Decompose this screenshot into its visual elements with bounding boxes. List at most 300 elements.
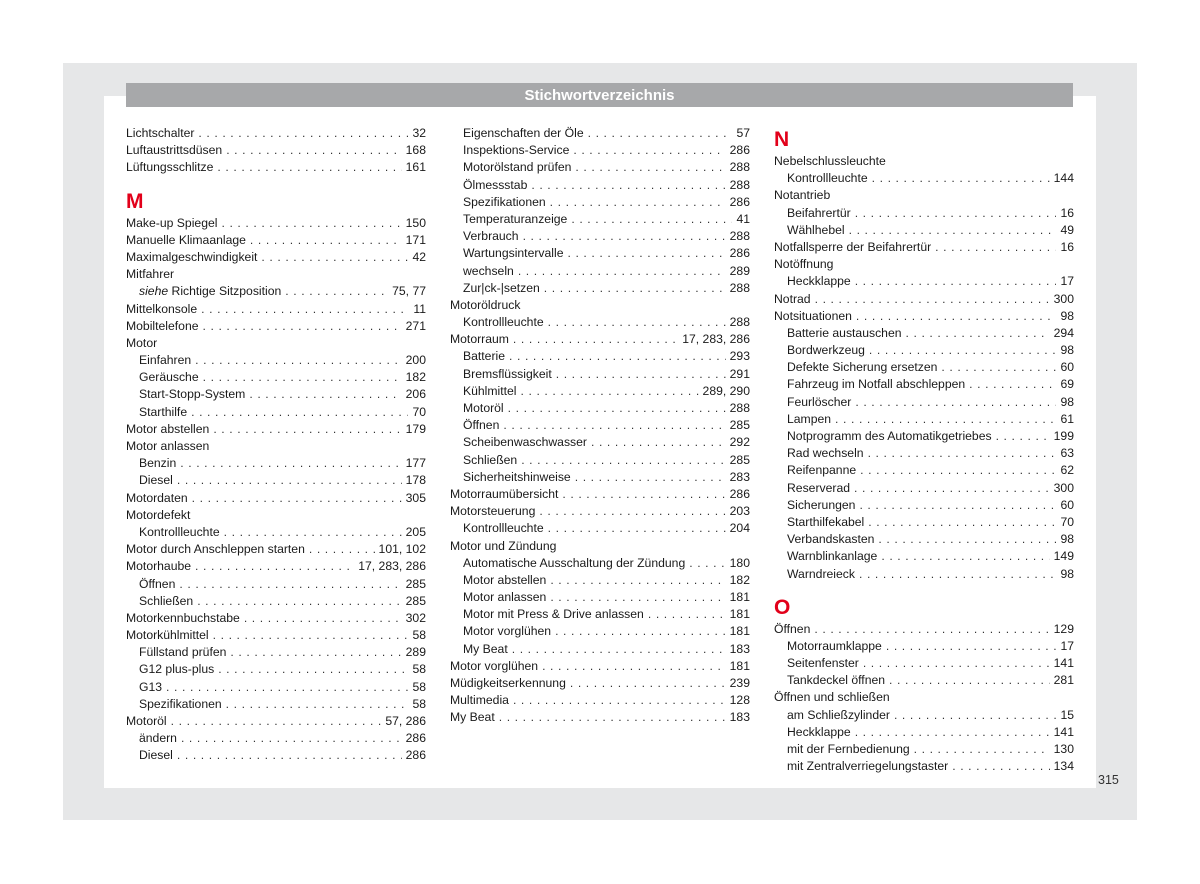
entry-label: Motorraumübersicht [450,486,559,501]
page-reference: 98 [1060,566,1074,581]
dot-leader [521,452,725,469]
entry-text [787,222,849,239]
dot-leader [969,376,1056,393]
page-reference: 183 [729,710,750,725]
page-reference: 199 [1053,429,1074,443]
dot-leader [513,692,726,709]
entry-text [139,679,166,696]
entry-text [787,394,855,411]
page-reference: 168 [405,143,426,158]
entry-label: Notöffnung [774,257,834,272]
entry-text [787,325,906,342]
dot-leader [539,503,725,520]
page-reference: 292 [729,435,750,450]
index-entry [450,709,750,726]
index-subentry [126,696,426,713]
entry-text [787,445,868,462]
entry-text [126,610,244,627]
entry-label: mit der Fernbedienung [787,742,910,756]
entry-text [463,417,503,434]
entry-label: Mitfahrer [126,267,175,282]
page-reference: 286 [729,486,750,501]
index-subentry [774,376,1074,393]
index-subentry [450,434,750,451]
index-subentry [126,386,426,403]
entry-text [787,359,941,376]
entry-label: Diesel [139,473,173,488]
index-subentry [774,222,1074,239]
entry-label: Motor durch Anschleppen starten [126,542,305,557]
index-entry [450,486,750,503]
entry-label: Müdigkeitserkennung [450,676,566,690]
index-entry [774,187,1074,204]
letter-heading: M [126,189,144,213]
entry-label: Multimedia [450,693,509,708]
index-entry [774,239,1074,256]
dot-leader [213,421,401,438]
entry-text [787,497,859,514]
dot-leader [860,462,1056,479]
dot-leader [872,170,1050,187]
entry-text [139,369,203,386]
dot-leader [513,331,678,348]
entry-label: Sicherungen [787,497,856,512]
entry-text [139,644,230,661]
entry-text [774,689,894,706]
entry-label: Motor anlassen [126,439,210,453]
dot-leader [309,541,375,558]
index-entry [450,331,750,348]
dot-leader [941,359,1056,376]
page-reference: 62 [1060,463,1074,478]
index-subentry [774,531,1074,548]
entry-text [774,308,856,325]
dot-leader [499,709,726,726]
see-reference-prefix: siehe [139,284,169,299]
entry-text [463,228,523,245]
index-subentry [450,520,750,537]
dot-leader [868,445,1057,462]
entry-label: Defekte Sicherung ersetzen [787,360,938,375]
entry-label: Öffnen [139,576,176,591]
dot-leader [570,675,726,692]
page-reference: 288 [729,229,750,244]
dot-leader [855,205,1057,222]
index-subentry [774,566,1074,583]
page-reference: 149 [1053,549,1074,564]
dot-leader [562,486,725,503]
dot-leader [878,531,1056,548]
entry-text [450,503,539,520]
entry-text [126,266,178,283]
page-reference: 128 [729,693,750,708]
dot-leader [177,747,402,764]
page-reference: 289, 290 [702,383,750,398]
index-subentry [126,404,426,421]
entry-label: Ölmessstab [463,177,528,192]
entry-label: Spezifikationen [463,194,546,209]
entry-text [463,194,550,211]
entry-label: Motor anlassen [463,590,547,605]
dot-leader [213,627,409,644]
entry-label: Mittelkonsole [126,301,198,316]
dot-leader [855,273,1057,290]
page-reference: 178 [405,473,426,488]
index-subentry [774,428,1074,445]
entry-label: Manuelle Klimaanlage [126,232,246,247]
entry-label: Heckklappe [787,724,851,739]
index-subentry [450,280,750,297]
entry-text [126,142,226,159]
index-subentry [774,480,1074,497]
index-entry [774,621,1074,638]
dot-leader [855,394,1056,411]
page-reference: 58 [412,679,426,694]
page-reference: 70 [412,404,426,419]
page-reference: 285 [405,576,426,591]
index-subentry [126,455,426,472]
entry-label: Öffnen und schließen [774,690,890,705]
index-entry [450,675,750,692]
dot-leader [835,411,1056,428]
entry-text [139,352,195,369]
entry-text [463,125,588,142]
page-reference: 302 [405,610,426,625]
entry-text [139,455,180,472]
entry-text [787,707,894,724]
entry-text [787,531,878,548]
entry-label: Motoröldruck [450,297,521,312]
dot-leader [859,566,1056,583]
entry-text [126,541,309,558]
entry-label: Start-Stopp-System [139,387,246,402]
index-entry [450,658,750,675]
index-subentry [450,606,750,623]
index-subentry [450,348,750,365]
dot-leader [230,644,401,661]
index-subentry [450,555,750,572]
dot-leader [868,514,1056,531]
index-entry [126,541,426,558]
page-reference: 17 [1060,274,1074,289]
index-subentry [450,641,750,658]
entry-label: Kontrollleuchte [787,171,868,186]
index-entry [450,297,750,314]
entry-text [139,576,179,593]
entry-label: Eigenschaften der Öle [463,126,584,140]
page-reference: 144 [1053,171,1074,186]
entry-label: Motor vorglühen [450,658,539,673]
entry-text [139,386,249,403]
entry-text [450,538,560,555]
entry-text [450,675,570,692]
entry-label: Motorraumklappe [787,638,882,653]
page-reference: 98 [1060,308,1074,323]
entry-text [463,245,567,262]
page-reference: 183 [729,641,750,656]
entry-label: Batterie austauschen [787,325,902,340]
entry-text [126,507,194,524]
entry-text [463,589,550,606]
dot-leader [996,428,1050,445]
page-reference: 63 [1060,446,1074,461]
index-subentry [450,589,750,606]
entry-label: Nebelschlussleuchte [774,154,886,168]
entry-text [139,730,181,747]
entry-label: Reifenpanne [787,463,857,478]
page-reference: 49 [1060,222,1074,237]
index-subentry [774,273,1074,290]
entry-text [463,572,550,589]
index-entry [774,256,1074,273]
entry-text [463,452,521,469]
index-subentry [126,661,426,678]
entry-label: Einfahren [139,353,192,368]
index-entry [774,153,1074,170]
page-reference: 42 [412,249,426,264]
entry-text [139,283,285,300]
entry-label: Feurlöscher [787,394,852,409]
entry-label: Kühlmittel [463,383,517,398]
entry-label: My Beat [450,710,495,725]
entry-text [126,490,192,507]
entry-label: Lüftungsschlitze [126,160,214,175]
index-subentry [774,638,1074,655]
entry-text [787,655,863,672]
entry-text [787,638,886,655]
dot-leader [881,548,1049,565]
index-subentry [126,644,426,661]
entry-label: Füllstand prüfen [139,645,227,660]
dot-leader [192,490,402,507]
index-subentry [774,655,1074,672]
page-reference: 181 [729,590,750,605]
entry-text [463,641,512,658]
dot-leader [550,572,725,589]
entry-label: Heckklappe [787,274,851,289]
entry-label: Motor vorglühen [463,624,552,639]
page-reference: 16 [1060,239,1074,254]
dot-leader [542,658,726,675]
page-reference: 58 [412,628,426,643]
index-entry [450,692,750,709]
entry-label: Motordefekt [126,507,191,522]
index-subentry [774,548,1074,565]
entry-label: Motoröl [463,401,504,415]
dot-leader [195,558,354,575]
dot-leader [509,348,726,365]
entry-text [463,469,575,486]
dot-leader [226,696,409,713]
page-reference: 181 [729,658,750,673]
entry-label: Mobiltelefone [126,318,199,333]
page-reference: 291 [729,366,750,381]
index-entry [774,308,1074,325]
index-subentry [774,445,1074,462]
dot-leader [250,232,402,249]
index-subentry [450,452,750,469]
dot-leader [548,520,726,537]
entry-label: Warndreieck [787,566,855,581]
page-reference: 285 [729,418,750,433]
index-entry [126,266,426,283]
index-subentry [126,352,426,369]
entry-text [787,514,868,531]
index-entry [126,232,426,249]
entry-label: Batterie [463,349,506,364]
page-reference: 141 [1053,656,1074,671]
page-reference: 203 [729,504,750,519]
entry-text [463,177,531,194]
index-subentry [774,462,1074,479]
dot-leader [195,352,401,369]
dot-leader [531,177,725,194]
entry-label: Motor [126,335,158,350]
index-subentry [450,159,750,176]
dot-leader [198,125,408,142]
entry-text [463,555,689,572]
page-reference: 300 [1053,480,1074,495]
entry-text [139,593,197,610]
dot-leader [856,308,1057,325]
entry-text [463,623,555,640]
entry-label: Diesel [139,748,173,763]
entry-text [787,724,855,741]
index-entry [774,689,1074,706]
index-subentry [450,314,750,331]
dot-leader [180,455,401,472]
page-reference: 130 [1053,742,1074,756]
dot-leader [859,497,1056,514]
entry-label: Inspektions-Service [463,143,570,158]
dot-leader [575,469,726,486]
entry-label: mit Zentralverriegelungstaster [787,759,949,774]
dot-leader [591,434,726,451]
entry-text [139,747,177,764]
entry-label: Warnblinkanlage [787,549,878,564]
dot-leader [550,589,725,606]
page-reference: 61 [1060,411,1074,426]
entry-text [463,142,573,159]
dot-leader [177,472,402,489]
index-subentry [450,194,750,211]
page-reference: 179 [405,421,426,436]
page-reference: 17, 283, 286 [682,332,750,347]
index-entry [126,301,426,318]
entry-label: Notrad [774,291,811,306]
index-entry [126,335,426,352]
index-entry [774,291,1074,308]
entry-text [126,159,217,176]
entry-text [463,366,556,383]
dot-leader [567,245,725,262]
page-title: Stichwortverzeichnis [126,83,1073,107]
index-entry [126,558,426,575]
index-entry [126,159,426,176]
entry-label: My Beat [463,641,508,656]
entry-text [787,480,854,497]
page-reference: 58 [412,662,426,677]
entry-text [774,621,814,638]
page-reference: 182 [405,370,426,385]
dot-leader [849,222,1057,239]
index-entry [126,142,426,159]
entry-text [126,558,195,575]
entry-label: Motor mit Press & Drive anlassen [463,607,644,622]
dot-leader [906,325,1050,342]
page-reference: 182 [729,572,750,587]
page-reference: 15 [1060,707,1074,722]
page-reference: 180 [729,555,750,570]
page-reference: 288 [729,280,750,295]
dot-leader [166,679,408,696]
dot-leader [218,661,408,678]
entry-text [463,606,648,623]
index-subentry [450,623,750,640]
entry-label: Motoröl [126,714,167,728]
page-reference: 17 [1060,638,1074,653]
page-reference: 286 [405,748,426,763]
dot-leader [249,386,401,403]
entry-label: Starthilfekabel [787,514,865,529]
page-reference: 286 [405,731,426,746]
entry-text [774,256,837,273]
page-reference: 150 [405,215,426,230]
page-reference: 16 [1060,205,1074,220]
index-subentry [774,758,1074,775]
entry-text [463,211,571,228]
entry-text [463,348,509,365]
entry-label: Bordwerkzeug [787,343,865,358]
dot-leader [886,638,1057,655]
entry-label: G13 [139,679,163,694]
entry-text [787,758,952,775]
page-reference: 57, 286 [385,714,426,728]
page-reference: 300 [1053,291,1074,306]
index-subentry [450,400,750,417]
index-subentry [774,672,1074,689]
page-reference: 70 [1060,514,1074,529]
entry-label: Motorhaube [126,559,192,574]
index-entry [126,125,426,142]
index-subentry [450,245,750,262]
entry-label: Motorraum [450,332,509,347]
index-column-3 [774,125,1074,775]
page-reference: 17, 283, 286 [358,559,426,574]
entry-text [463,159,575,176]
page-reference: 294 [1053,325,1074,340]
entry-label: Motor abstellen [463,572,547,587]
index-subentry [126,730,426,747]
page-reference: 141 [1053,724,1074,739]
index-subentry [450,469,750,486]
dot-leader [191,404,408,421]
dot-leader [179,576,401,593]
dot-leader [689,555,725,572]
page-reference: 288 [729,177,750,192]
index-subentry [126,747,426,764]
dot-leader [226,142,401,159]
entry-text [139,404,191,421]
entry-label: Notsituationen [774,308,852,323]
index-entry [450,503,750,520]
entry-text [463,434,591,451]
page-reference: 57 [736,126,750,140]
entry-text [787,672,889,689]
dot-leader [244,610,402,627]
entry-text [126,438,213,455]
page-reference: 286 [729,246,750,261]
